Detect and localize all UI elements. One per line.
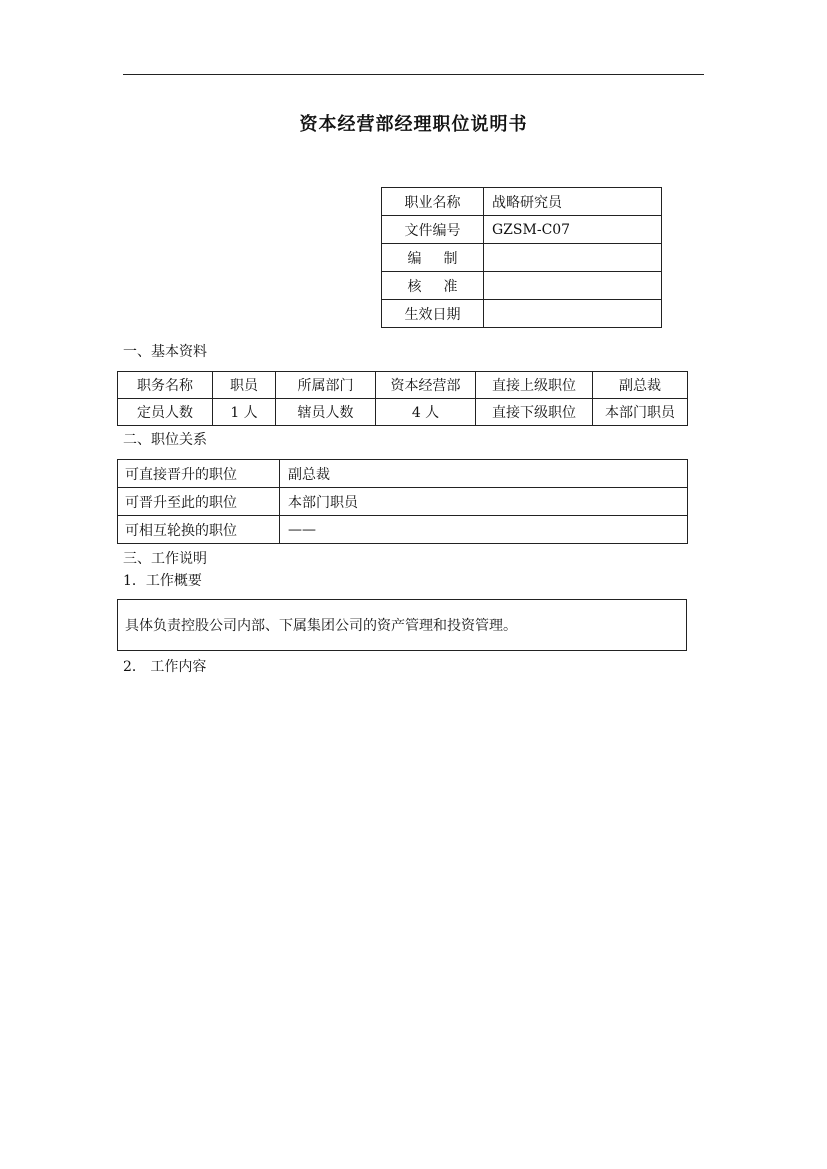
meta-value [484, 272, 662, 300]
table-cell: 职务名称 [118, 372, 213, 399]
table-cell: 资本经营部 [376, 372, 476, 399]
header-rule [123, 74, 704, 75]
relation-value: —— [280, 516, 688, 544]
table-cell: 4 人 [376, 399, 476, 426]
table-row [382, 272, 662, 300]
table-row [382, 188, 662, 216]
table-row [382, 300, 662, 328]
meta-key: 职业名称 [382, 188, 484, 216]
position-relations-table [117, 459, 688, 544]
document-meta-table [381, 187, 662, 328]
job-summary-box [117, 599, 687, 651]
basic-info-table [117, 371, 688, 426]
table-cell: 直接上级职位 [476, 372, 593, 399]
section-heading-job-description: 三、工作说明 [123, 551, 207, 567]
table-cell: 1 人 [213, 399, 276, 426]
subheading-job-summary: 1．工作概要 [123, 573, 202, 589]
table-cell: 副总裁 [593, 372, 688, 399]
relation-key: 可晋升至此的职位 [118, 488, 280, 516]
relation-value: 副总裁 [280, 460, 688, 488]
table-row [118, 372, 688, 399]
table-row [118, 516, 688, 544]
meta-value: 战略研究员 [484, 188, 662, 216]
meta-key: 生效日期 [382, 300, 484, 328]
job-summary-text: 具体负责控股公司内部、下属集团公司的资产管理和投资管理。 [125, 618, 517, 634]
table-row [118, 488, 688, 516]
meta-value [484, 300, 662, 328]
table-row [118, 399, 688, 426]
meta-key: 编制 [407, 250, 480, 267]
table-row [382, 244, 662, 272]
meta-value [484, 244, 662, 272]
meta-key: 文件编号 [382, 216, 484, 244]
section-heading-basic-info: 一、基本资料 [123, 344, 207, 360]
relation-key: 可直接晋升的职位 [118, 460, 280, 488]
relation-key: 可相互轮换的职位 [118, 516, 280, 544]
table-cell: 职员 [213, 372, 276, 399]
meta-value: GZSM-C07 [484, 216, 662, 244]
table-cell: 本部门职员 [593, 399, 688, 426]
subheading-job-content: 2． 工作内容 [123, 659, 207, 675]
table-cell: 所属部门 [276, 372, 376, 399]
section-heading-relations: 二、职位关系 [123, 432, 207, 448]
table-row [382, 216, 662, 244]
document-title: 资本经营部经理职位说明书 [299, 114, 528, 135]
relation-value: 本部门职员 [280, 488, 688, 516]
table-cell: 辖员人数 [276, 399, 376, 426]
meta-key: 核准 [407, 278, 480, 295]
table-cell: 定员人数 [118, 399, 213, 426]
table-row [118, 460, 688, 488]
table-cell: 直接下级职位 [476, 399, 593, 426]
